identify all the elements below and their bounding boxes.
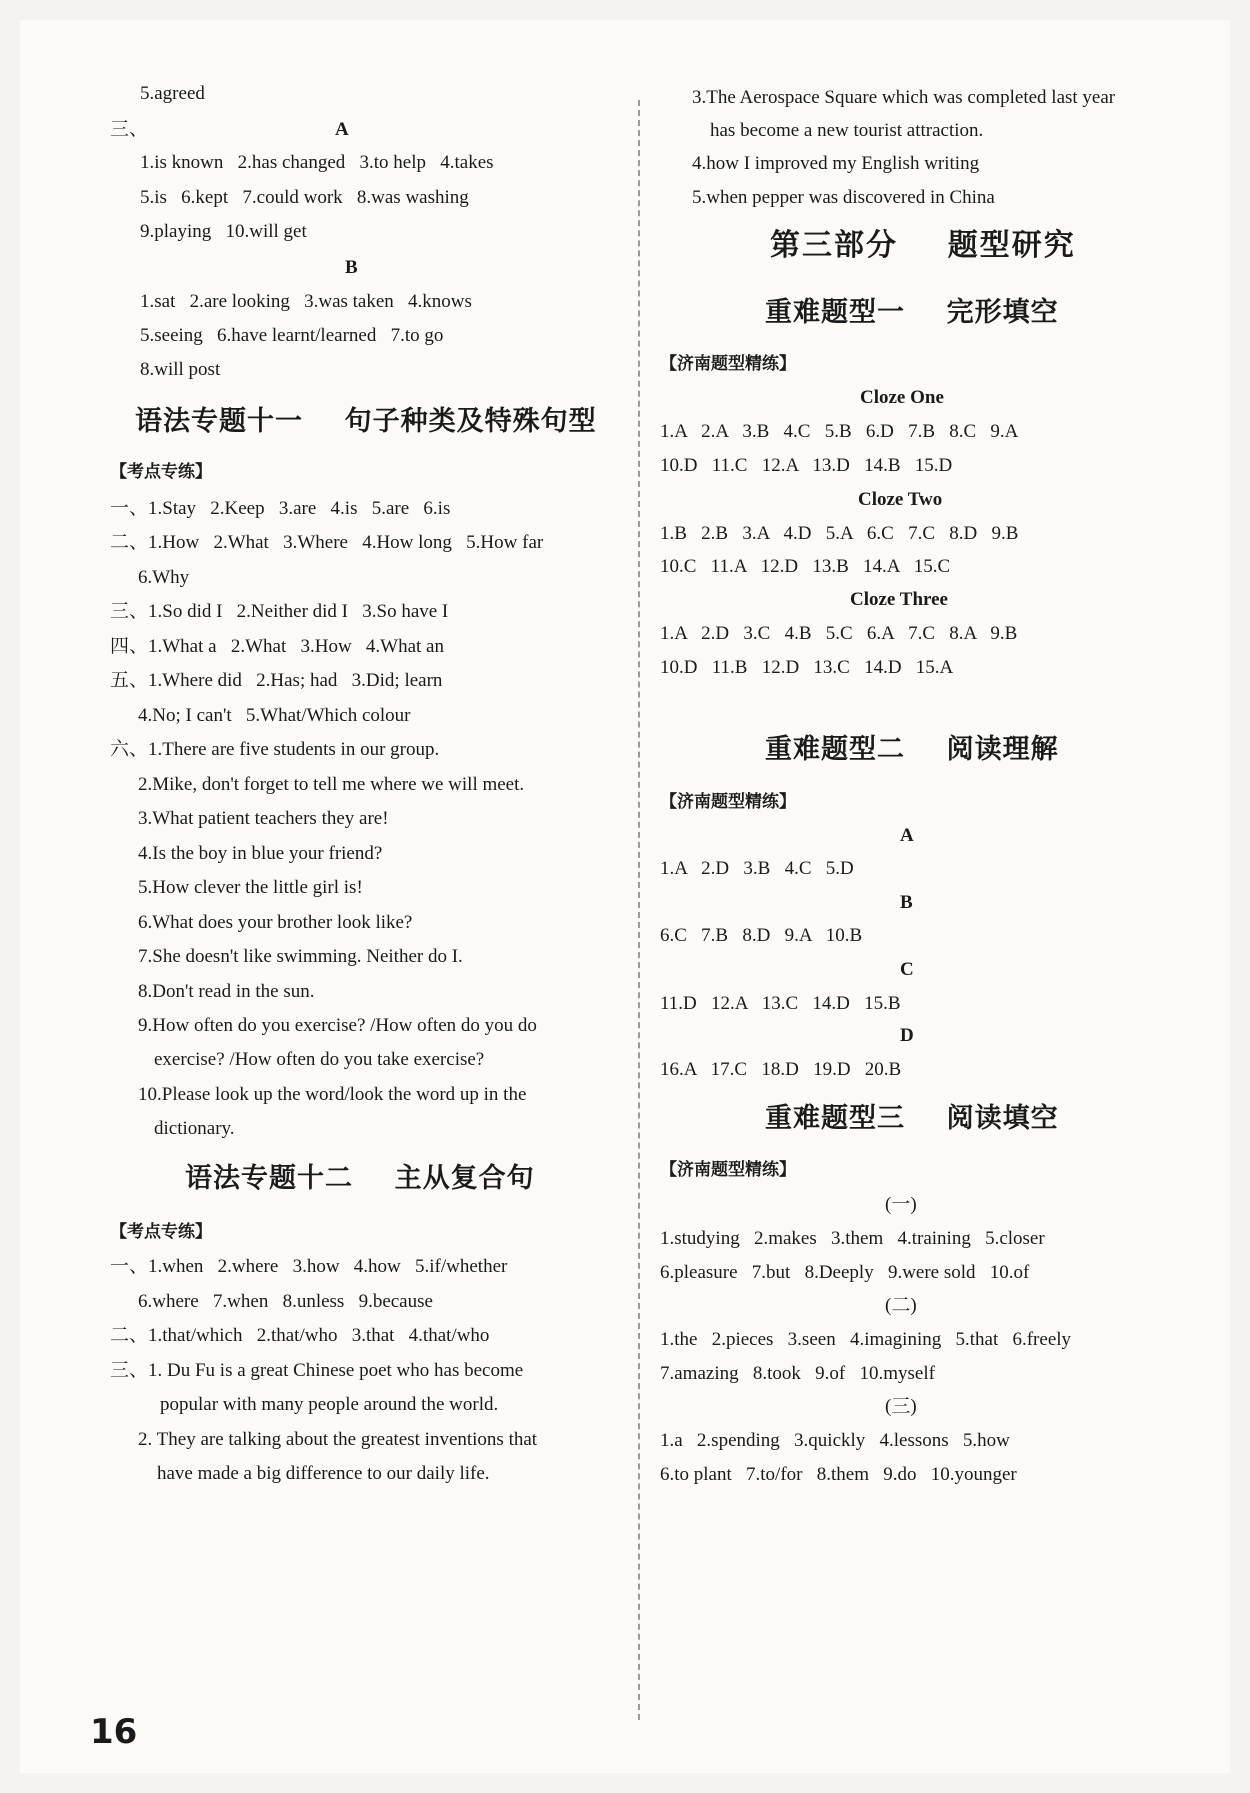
answer-line: 7.amazing 8.took 9.of 10.myself <box>660 1363 935 1384</box>
answer-line: 1.is known 2.has changed 3.to help 4.takes <box>140 152 494 173</box>
exercise-tag: 【考点专练】 <box>110 462 212 482</box>
answer-line: 7.She doesn't like swimming. Neither do I. <box>138 946 463 967</box>
answer-line: 1.A 2.D 3.B 4.C 5.D <box>660 858 854 879</box>
answer-line: 6.C 7.B 8.D 9.A 10.B <box>660 925 863 946</box>
answer-line: 二、1.How 2.What 3.Where 4.How long 5.How far <box>110 532 544 553</box>
passage-label: B <box>900 892 913 913</box>
passage-label: (二) <box>885 1295 917 1316</box>
answer-line: 10.Please look up the word/look the word up in the <box>138 1084 527 1105</box>
answer-line: 一、1.Stay 2.Keep 3.are 4.is 5.are 6.is <box>110 498 451 519</box>
answer-line: 二、1.that/which 2.that/who 3.that 4.that/who <box>110 1325 490 1346</box>
answer-line: 1.sat 2.are looking 3.was taken 4.knows <box>140 291 472 312</box>
answer-line: dictionary. <box>154 1118 235 1139</box>
question-type-heading-1: 重难题型一 完形填空 <box>765 297 1059 328</box>
answer-line: 8.Don't read in the sun. <box>138 981 315 1002</box>
passage-label: A <box>900 825 914 846</box>
answer-line: 四、1.What a 2.What 3.How 4.What an <box>110 636 444 657</box>
answer-line: 五、1.Where did 2.Has; had 3.Did; learn <box>110 670 443 691</box>
part-heading: 第三部分 题型研究 <box>770 228 1076 263</box>
passage-label: (三) <box>885 1396 917 1417</box>
answer-line: 2.Mike, don't forget to tell me where we will meet. <box>138 774 525 795</box>
answer-line: 6.where 7.when 8.unless 9.because <box>138 1291 433 1312</box>
answer-line: exercise? /How often do you take exercise? <box>154 1049 485 1070</box>
answer-line: popular with many people around the world. <box>160 1394 499 1415</box>
question-type-heading-3: 重难题型三 阅读填空 <box>765 1103 1059 1134</box>
answer-line: has become a new tourist attraction. <box>710 120 984 141</box>
answer-line: 1.studying 2.makes 3.them 4.training 5.closer <box>660 1228 1045 1249</box>
answer-line: 5.How clever the little girl is! <box>138 877 363 898</box>
answer-line: 1.A 2.D 3.C 4.B 5.C 6.A 7.C 8.A 9.B <box>660 623 1018 644</box>
answer-line: 一、1.when 2.where 3.how 4.how 5.if/whether <box>110 1256 508 1277</box>
answer-line: 6.to plant 7.to/for 8.them 9.do 10.younger <box>660 1464 1017 1485</box>
question-type-heading-2: 重难题型二 阅读理解 <box>765 734 1059 765</box>
column-divider <box>638 100 640 1720</box>
answer-line: 1.the 2.pieces 3.seen 4.imagining 5.that 6.freely <box>660 1329 1072 1350</box>
answer-line: 8.will post <box>140 359 221 380</box>
section-label: 三、 <box>110 119 149 140</box>
passage-label: (一) <box>885 1194 917 1215</box>
answer-line: 三、1.So did I 2.Neither did I 3.So have I <box>110 601 449 622</box>
exercise-tag: 【济南题型精练】 <box>660 1160 796 1180</box>
exercise-tag: 【考点专练】 <box>110 1222 212 1242</box>
answer-line: 5.seeing 6.have learnt/learned 7.to go <box>140 325 444 346</box>
answer-line: 6.Why <box>138 567 190 588</box>
exercise-tag: 【济南题型精练】 <box>660 792 796 812</box>
answer-line: 10.C 11.A 12.D 13.B 14.A 15.C <box>660 556 951 577</box>
section-heading-12: 语法专题十二 主从复合句 <box>185 1163 535 1194</box>
answer-line: 1.B 2.B 3.A 4.D 5.A 6.C 7.C 8.D 9.B <box>660 523 1019 544</box>
answer-line: 5.agreed <box>140 83 205 104</box>
cloze-title: Cloze One <box>860 387 944 408</box>
answer-line: 16.A 17.C 18.D 19.D 20.B <box>660 1059 902 1080</box>
answer-line: 9.playing 10.will get <box>140 221 307 242</box>
answer-line: 10.D 11.C 12.A 13.D 14.B 15.D <box>660 455 953 476</box>
answer-line: have made a big difference to our daily life. <box>157 1463 490 1484</box>
answer-line: 5.is 6.kept 7.could work 8.was washing <box>140 187 469 208</box>
answer-line: 4.No; I can't 5.What/Which colour <box>138 705 411 726</box>
answer-line: 六、1.There are five students in our group. <box>110 739 440 760</box>
answer-line: 5.when pepper was discovered in China <box>692 187 995 208</box>
passage-label: C <box>900 959 914 980</box>
answer-line: 2. They are talking about the greatest inventions that <box>138 1429 538 1450</box>
answer-line: 1.a 2.spending 3.quickly 4.lessons 5.how <box>660 1430 1010 1451</box>
subsection-B: B <box>345 257 358 278</box>
answer-line: 9.How often do you exercise? /How often do you do <box>138 1015 537 1036</box>
answer-line: 3.What patient teachers they are! <box>138 808 389 829</box>
subsection-A: A <box>335 119 349 140</box>
answer-line: 三、1. Du Fu is a great Chinese poet who has become <box>110 1360 524 1381</box>
answer-line: 6.What does your brother look like? <box>138 912 413 933</box>
answer-line: 11.D 12.A 13.C 14.D 15.B <box>660 993 901 1014</box>
answer-line: 1.A 2.A 3.B 4.C 5.B 6.D 7.B 8.C 9.A <box>660 421 1019 442</box>
answer-line: 4.how I improved my English writing <box>692 153 980 174</box>
answer-line: 3.The Aerospace Square which was completed last year <box>692 87 1116 108</box>
answer-line: 10.D 11.B 12.D 13.C 14.D 15.A <box>660 657 954 678</box>
passage-label: D <box>900 1025 914 1046</box>
page <box>20 20 1230 1773</box>
cloze-title: Cloze Two <box>858 489 943 510</box>
cloze-title: Cloze Three <box>850 589 948 610</box>
page-number: 16 <box>90 1712 138 1752</box>
exercise-tag: 【济南题型精练】 <box>660 354 796 374</box>
section-heading-11: 语法专题十一 句子种类及特殊句型 <box>135 406 597 437</box>
answer-line: 4.Is the boy in blue your friend? <box>138 843 383 864</box>
answer-line: 6.pleasure 7.but 8.Deeply 9.were sold 10.of <box>660 1262 1030 1283</box>
